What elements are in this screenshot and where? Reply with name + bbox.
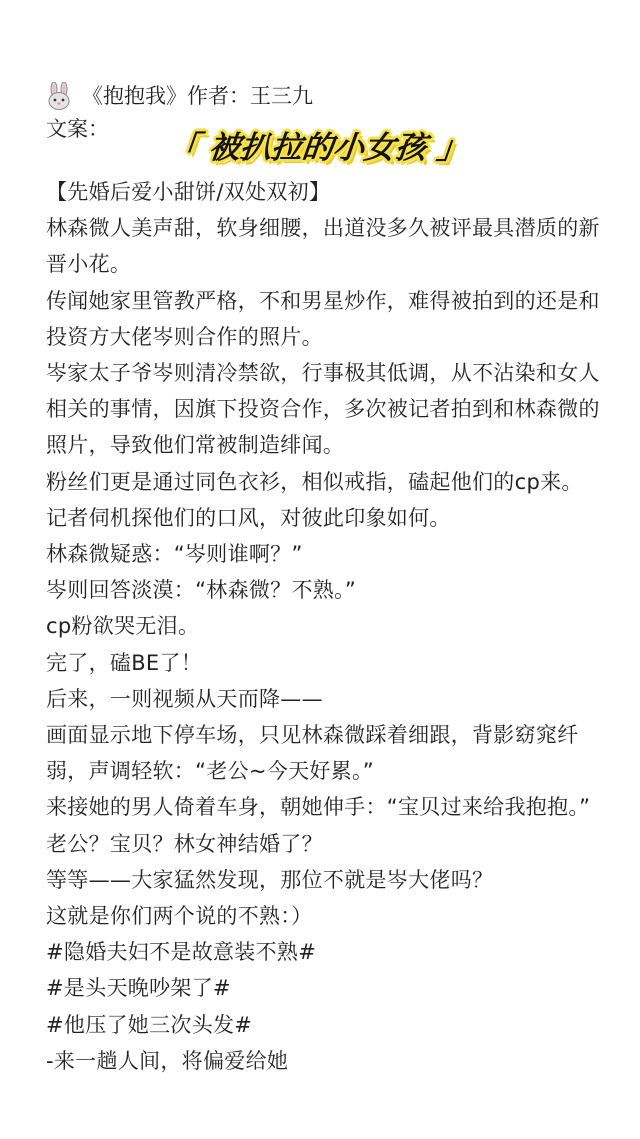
synopsis-line: 后来，一则视频从天而降—— (46, 686, 323, 711)
tagline: -来一趟人间，将偏爱给她 (46, 1048, 289, 1073)
synopsis-line: 记者伺机探他们的口风，对彼此印象如何。 (46, 505, 451, 530)
synopsis-line: cp粉欲哭无泪。 (46, 614, 200, 639)
synopsis-line: 完了，磕BE了！ (46, 650, 203, 675)
synopsis-line: 【先婚后爱小甜饼/双处双初】 (46, 180, 331, 204)
synopsis-line: 老公？宝贝？林女神结婚了？ (46, 831, 323, 856)
synopsis-line: 林森微人美声甜，软身细腰，出道没多久被评最具潜质的新晋小花。 (46, 216, 600, 277)
book-title: 《抱抱我》作者：王三九 (82, 84, 313, 108)
synopsis-line: 来接她的男人倚着车身，朝她伸手：“宝贝过来给我抱抱。” (46, 795, 591, 820)
synopsis-line: 传闻她家里管教严格，不和男星炒作，难得被拍到的还是和投资方大佬岑则合作的照片。 (46, 288, 600, 349)
hashtag-line: #隐婚夫妇不是故意装不熟# (46, 940, 317, 965)
synopsis-line: 林森微疑惑：“岑则谁啊？” (46, 542, 303, 567)
hashtag-line: #他压了她三次头发# (46, 1012, 253, 1037)
bunny-icon (46, 82, 72, 110)
synopsis-line: 这就是你们两个说的不熟：） (46, 904, 313, 929)
synopsis-line: 画面显示地下停车场，只见林森微踩着细跟，背影窈窕纤弱，声调轻软：“老公~今天好累。” (46, 723, 579, 784)
synopsis-label: 文案： (46, 117, 109, 141)
hashtag-line: #是头天晚吵架了# (46, 976, 231, 1001)
synopsis-line: 粉丝们更是通过同色衣衫，相似戒指，磕起他们的cp来。 (46, 469, 583, 494)
synopsis-line: 等等——大家猛然发现，那位不就是岑大佬吗？ (46, 867, 494, 892)
synopsis-line: 岑则回答淡漠：“林森微？不熟。” (46, 578, 357, 603)
book-title-row (46, 80, 313, 112)
synopsis-line: 岑家太子爷岑则清冷禁欲，行事极其低调，从不沾染和女人相关的事情，因旗下投资合作，多次被记者拍到和林森微的照片，导致他们常被制造绯闻。 (46, 361, 600, 458)
synopsis-body (46, 174, 606, 1079)
banner-title: 「 被扒拉的小女孩 」 (165, 129, 470, 166)
